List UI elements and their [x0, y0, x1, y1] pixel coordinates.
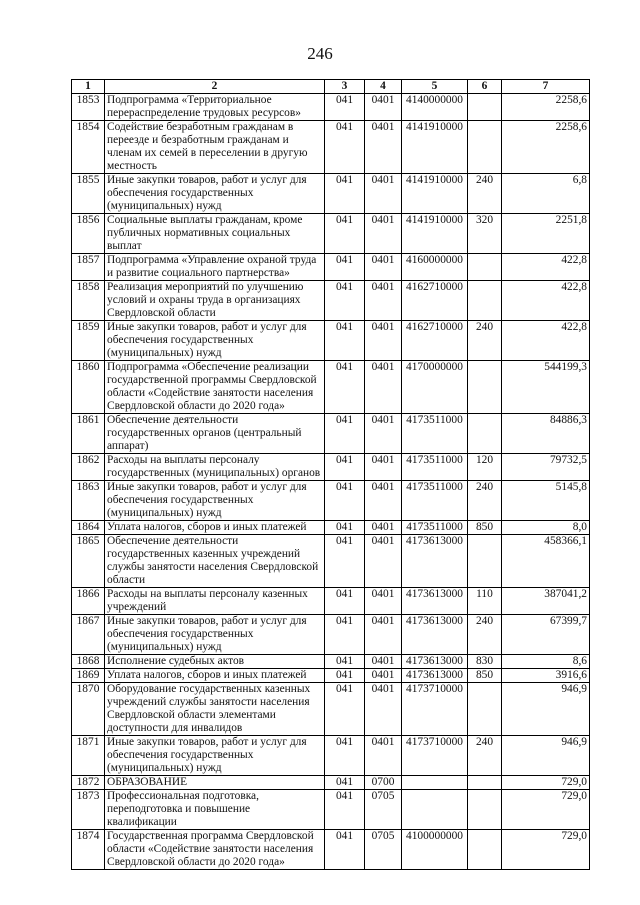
row-code-4: 0401: [365, 214, 402, 254]
row-amount: 946,9: [502, 736, 590, 776]
row-name: Содействие безработным гражданам в переезде и безработным гражданам и членам их семей в переселении в другую местность: [105, 121, 325, 174]
row-code-5: 4162710000: [402, 281, 468, 321]
row-amount: 387041,2: [502, 588, 590, 615]
col-header: 6: [468, 80, 502, 94]
row-code-5: 4173710000: [402, 683, 468, 736]
row-amount: 729,0: [502, 830, 590, 870]
row-code-5: 4160000000: [402, 254, 468, 281]
row-name: Профессиональная подготовка, переподготовка и повышение квалификации: [105, 790, 325, 830]
row-number: 1858: [72, 281, 105, 321]
table-row: [72, 655, 590, 669]
row-code-6: 830: [468, 655, 502, 669]
row-code-6: [468, 776, 502, 790]
row-code-3: 041: [325, 321, 365, 361]
row-code-4: 0705: [365, 790, 402, 830]
table-row: [72, 454, 590, 481]
row-number: 1859: [72, 321, 105, 361]
table-row: [72, 521, 590, 535]
row-number: 1862: [72, 454, 105, 481]
table-row: [72, 669, 590, 683]
row-code-5: 4173613000: [402, 588, 468, 615]
row-name: Уплата налогов, сборов и иных платежей: [105, 521, 325, 535]
row-amount: 2258,6: [502, 94, 590, 121]
row-code-3: 041: [325, 683, 365, 736]
row-code-3: 041: [325, 830, 365, 870]
budget-table: [71, 79, 590, 870]
row-code-6: [468, 254, 502, 281]
row-code-3: 041: [325, 615, 365, 655]
row-name: Исполнение судебных актов: [105, 655, 325, 669]
row-code-6: [468, 361, 502, 414]
row-code-3: 041: [325, 736, 365, 776]
row-name: Подпрограмма «Управление охраной труда и развитие социального партнерства»: [105, 254, 325, 281]
row-number: 1873: [72, 790, 105, 830]
row-number: 1863: [72, 481, 105, 521]
row-name: Оборудование государственных казенных учреждений службы занятости населения Свердловской области элементами доступности для инвалидов: [105, 683, 325, 736]
row-code-5: [402, 790, 468, 830]
row-code-4: 0401: [365, 121, 402, 174]
table-row: [72, 535, 590, 588]
col-header: 4: [365, 80, 402, 94]
row-code-6: 850: [468, 669, 502, 683]
table-row: [72, 94, 590, 121]
table-row: [72, 174, 590, 214]
row-code-5: 4141910000: [402, 174, 468, 214]
row-code-3: 041: [325, 174, 365, 214]
row-amount: 67399,7: [502, 615, 590, 655]
row-number: 1874: [72, 830, 105, 870]
row-amount: 2258,6: [502, 121, 590, 174]
row-code-3: 041: [325, 669, 365, 683]
row-code-6: 320: [468, 214, 502, 254]
row-name: Расходы на выплаты персоналу казенных учреждений: [105, 588, 325, 615]
table-row: [72, 361, 590, 414]
row-code-6: [468, 830, 502, 870]
row-number: 1865: [72, 535, 105, 588]
row-code-4: 0401: [365, 655, 402, 669]
row-amount: 84886,3: [502, 414, 590, 454]
row-code-6: 240: [468, 321, 502, 361]
row-code-4: 0401: [365, 174, 402, 214]
row-code-5: 4173710000: [402, 736, 468, 776]
row-name: ОБРАЗОВАНИЕ: [105, 776, 325, 790]
row-name: Подпрограмма «Обеспечение реализации государственной программы Свердловской области «Содействие занятости населения Свердловской области до 2020 года»: [105, 361, 325, 414]
table-row: [72, 790, 590, 830]
row-name: Иные закупки товаров, работ и услуг для обеспечения государственных (муниципальных) нужд: [105, 174, 325, 214]
row-number: 1860: [72, 361, 105, 414]
row-code-6: [468, 414, 502, 454]
row-code-3: 041: [325, 281, 365, 321]
table-row: [72, 414, 590, 454]
row-name: Иные закупки товаров, работ и услуг для обеспечения государственных (муниципальных) нужд: [105, 321, 325, 361]
row-name: Иные закупки товаров, работ и услуг для обеспечения государственных (муниципальных) нужд: [105, 736, 325, 776]
row-code-6: [468, 790, 502, 830]
row-code-5: 4173511000: [402, 454, 468, 481]
row-amount: 729,0: [502, 776, 590, 790]
row-code-4: 0401: [365, 254, 402, 281]
row-code-4: 0705: [365, 830, 402, 870]
row-code-5: 4173613000: [402, 669, 468, 683]
row-name: Подпрограмма «Территориальное перераспределение трудовых ресурсов»: [105, 94, 325, 121]
table-row: [72, 588, 590, 615]
table-row: [72, 830, 590, 870]
row-code-6: [468, 121, 502, 174]
row-code-3: 041: [325, 254, 365, 281]
row-code-5: 4173613000: [402, 615, 468, 655]
row-code-3: 041: [325, 655, 365, 669]
row-number: 1853: [72, 94, 105, 121]
row-number: 1861: [72, 414, 105, 454]
row-code-4: 0401: [365, 736, 402, 776]
row-number: 1866: [72, 588, 105, 615]
row-amount: 422,8: [502, 321, 590, 361]
row-code-6: 240: [468, 174, 502, 214]
row-code-6: [468, 535, 502, 588]
col-header: 2: [105, 80, 325, 94]
row-name: Иные закупки товаров, работ и услуг для обеспечения государственных (муниципальных) нужд: [105, 481, 325, 521]
row-code-4: 0401: [365, 454, 402, 481]
row-code-6: 240: [468, 481, 502, 521]
header-row: [72, 80, 590, 94]
row-code-5: 4140000000: [402, 94, 468, 121]
row-code-6: 240: [468, 736, 502, 776]
table-row: [72, 121, 590, 174]
row-code-4: 0401: [365, 588, 402, 615]
row-name: Обеспечение деятельности государственных органов (центральный аппарат): [105, 414, 325, 454]
row-code-3: 041: [325, 535, 365, 588]
row-number: 1871: [72, 736, 105, 776]
row-name: Расходы на выплаты персоналу государственных (муниципальных) органов: [105, 454, 325, 481]
row-code-4: 0401: [365, 481, 402, 521]
row-number: 1855: [72, 174, 105, 214]
row-code-6: 240: [468, 615, 502, 655]
row-amount: 6,8: [502, 174, 590, 214]
row-number: 1864: [72, 521, 105, 535]
row-number: 1872: [72, 776, 105, 790]
row-amount: 2251,8: [502, 214, 590, 254]
row-name: Государственная программа Свердловской области «Содействие занятости населения Свердловской области до 2020 года»: [105, 830, 325, 870]
row-code-3: 041: [325, 521, 365, 535]
row-code-5: 4141910000: [402, 121, 468, 174]
row-name: Уплата налогов, сборов и иных платежей: [105, 669, 325, 683]
row-code-4: 0700: [365, 776, 402, 790]
row-amount: 422,8: [502, 254, 590, 281]
row-code-3: 041: [325, 790, 365, 830]
row-number: 1856: [72, 214, 105, 254]
row-code-5: 4173511000: [402, 414, 468, 454]
row-amount: 422,8: [502, 281, 590, 321]
row-amount: 946,9: [502, 683, 590, 736]
table-row: [72, 776, 590, 790]
table-row: [72, 281, 590, 321]
row-number: 1854: [72, 121, 105, 174]
row-amount: 8,6: [502, 655, 590, 669]
row-code-6: [468, 94, 502, 121]
row-code-6: 110: [468, 588, 502, 615]
row-name: Социальные выплаты гражданам, кроме публичных нормативных социальных выплат: [105, 214, 325, 254]
table-row: [72, 254, 590, 281]
row-code-3: 041: [325, 588, 365, 615]
row-name: Реализация мероприятий по улучшению условий и охраны труда в организациях Свердловской области: [105, 281, 325, 321]
row-code-4: 0401: [365, 615, 402, 655]
row-code-4: 0401: [365, 361, 402, 414]
row-code-4: 0401: [365, 521, 402, 535]
row-code-3: 041: [325, 454, 365, 481]
table-row: [72, 214, 590, 254]
row-code-4: 0401: [365, 414, 402, 454]
row-code-3: 041: [325, 94, 365, 121]
row-code-4: 0401: [365, 94, 402, 121]
col-header: 3: [325, 80, 365, 94]
row-code-3: 041: [325, 214, 365, 254]
row-amount: 458366,1: [502, 535, 590, 588]
table-row: [72, 481, 590, 521]
row-code-5: 4173511000: [402, 521, 468, 535]
col-header: 1: [72, 80, 105, 94]
row-code-4: 0401: [365, 535, 402, 588]
row-code-6: 850: [468, 521, 502, 535]
row-code-6: 120: [468, 454, 502, 481]
row-number: 1868: [72, 655, 105, 669]
col-header: 5: [402, 80, 468, 94]
col-header: 7: [502, 80, 590, 94]
row-number: 1867: [72, 615, 105, 655]
table-row: [72, 683, 590, 736]
row-number: 1870: [72, 683, 105, 736]
row-code-4: 0401: [365, 281, 402, 321]
row-amount: 5145,8: [502, 481, 590, 521]
row-amount: 79732,5: [502, 454, 590, 481]
row-code-3: 041: [325, 121, 365, 174]
row-code-4: 0401: [365, 683, 402, 736]
row-amount: 729,0: [502, 790, 590, 830]
row-name: Иные закупки товаров, работ и услуг для обеспечения государственных (муниципальных) нужд: [105, 615, 325, 655]
row-amount: 544199,3: [502, 361, 590, 414]
row-code-6: [468, 281, 502, 321]
row-code-5: 4100000000: [402, 830, 468, 870]
row-code-5: [402, 776, 468, 790]
row-amount: 3916,6: [502, 669, 590, 683]
table-row: [72, 736, 590, 776]
row-code-4: 0401: [365, 321, 402, 361]
row-code-5: 4173613000: [402, 655, 468, 669]
row-code-5: 4173511000: [402, 481, 468, 521]
row-number: 1857: [72, 254, 105, 281]
row-code-4: 0401: [365, 669, 402, 683]
table-row: [72, 615, 590, 655]
row-code-3: 041: [325, 414, 365, 454]
row-number: 1869: [72, 669, 105, 683]
page-number: 246: [307, 44, 333, 63]
row-code-6: [468, 683, 502, 736]
row-code-3: 041: [325, 361, 365, 414]
table-row: [72, 321, 590, 361]
row-code-5: 4162710000: [402, 321, 468, 361]
row-code-3: 041: [325, 481, 365, 521]
row-code-3: 041: [325, 776, 365, 790]
row-name: Обеспечение деятельности государственных казенных учреждений службы занятости населения Свердловской области: [105, 535, 325, 588]
row-code-5: 4173613000: [402, 535, 468, 588]
row-code-5: 4141910000: [402, 214, 468, 254]
row-code-5: 4170000000: [402, 361, 468, 414]
row-amount: 8,0: [502, 521, 590, 535]
